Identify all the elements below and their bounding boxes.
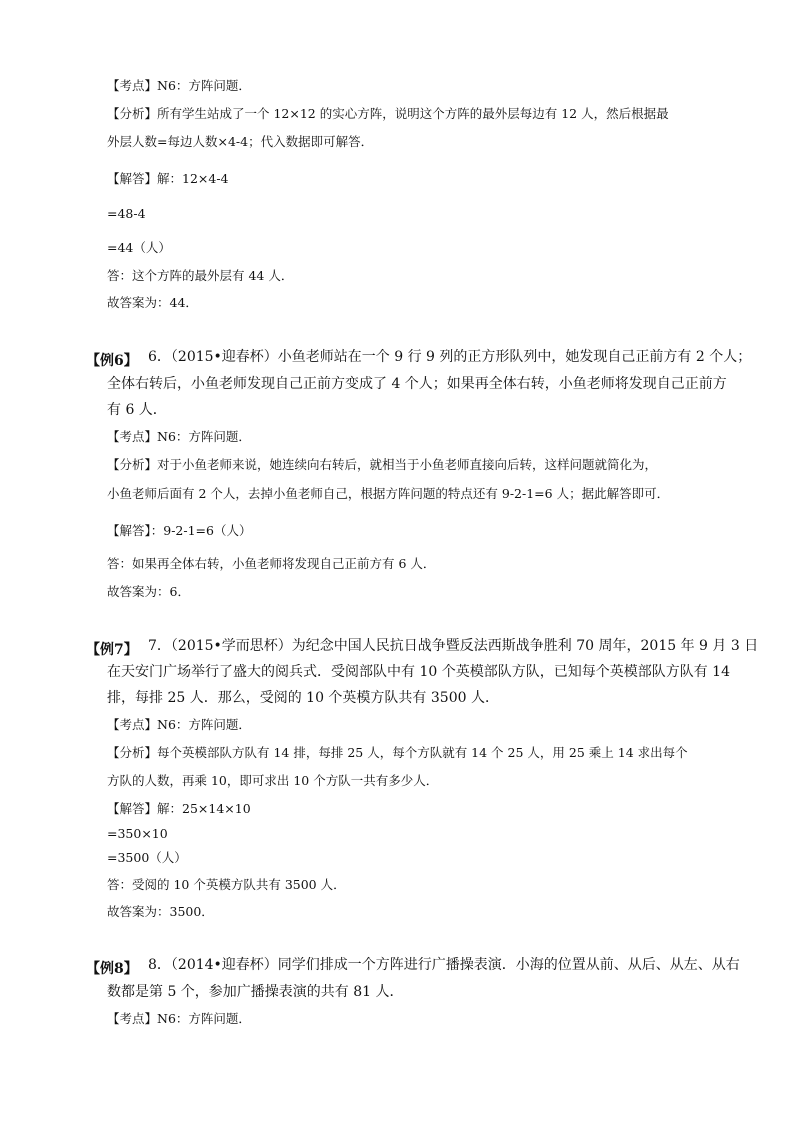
kaodian-line: 【考点】N6：方阵问题． [107, 429, 251, 444]
question-line: 数都是第 5 个，参加广播操表演的共有 81 人． [107, 984, 404, 1000]
jieda-line: =350×10 [107, 826, 168, 841]
answer-line: 答：如果再全体右转，小鱼老师将发现自己正前方有 6 人． [107, 556, 436, 571]
example-tag: 【例8】 [86, 961, 138, 977]
final-answer-line: 故答案为：3500． [107, 904, 214, 919]
example-tag: 【例6】 [86, 353, 138, 369]
kaodian-line: 【考点】N6：方阵问题． [107, 717, 251, 732]
jieda-line: =48-4 [107, 206, 146, 221]
answer-line: 答：这个方阵的最外层有 44 人． [107, 268, 294, 283]
jieda-line: 【解答】解：12×4-4 [107, 171, 229, 186]
final-answer-line: 故答案为：6． [107, 584, 190, 599]
jieda-line: =44（人） [107, 240, 171, 255]
question-line: 排，每排 25 人．那么，受阅的 10 个英模方队共有 3500 人． [107, 690, 499, 706]
jieda-line: 【解答】：9-2-1=6（人） [107, 523, 252, 538]
question-line: 6．（2015•迎春杯）小鱼老师站在一个 9 行 9 列的正方形队列中，她发现自己正前方有 2 个人； [148, 349, 752, 365]
jieda-line: 【解答】解：25×14×10 [107, 801, 251, 816]
kaodian-line: 【考点】N6：方阵问题． [107, 78, 251, 93]
question-line: 在天安门广场举行了盛大的阅兵式．受阅部队中有 10 个英模部队方队，已知每个英模部队方队有 14 [107, 664, 730, 680]
fenxi-line: 外层人数=每边人数×4-4；代入数据即可解答． [107, 134, 374, 149]
fenxi-line: 【分析】所有学生站成了一个 12×12 的实心方阵，说明这个方阵的最外层每边有 12 人，然后根据最 [107, 106, 669, 121]
question-line: 有 6 人． [107, 402, 167, 418]
fenxi-line: 【分析】对于小鱼老师来说，她连续向右转后，就相当于小鱼老师直接向后转，这样问题就简化为， [107, 457, 658, 472]
example-tag: 【例7】 [86, 642, 138, 658]
final-answer-line: 故答案为：44． [107, 295, 198, 310]
fenxi-line: 方队的人数，再乘 10，即可求出 10 个方队一共有多少人． [107, 773, 439, 788]
fenxi-line: 【分析】每个英模部队方队有 14 排，每排 25 人，每个方队就有 14 个 25 人，用 25 乘上 14 求出每个 [107, 745, 688, 760]
question-line: 全体右转后，小鱼老师发现自己正前方变成了 4 个人；如果再全体右转，小鱼老师将发现自己正前方 [107, 376, 727, 392]
question-line: 7．（2015•学而思杯）为纪念中国人民抗日战争暨反法西斯战争胜利 70 周年，2015 年 9 月 3 日 [148, 638, 759, 654]
question-line: 8．（2014•迎春杯）同学们排成一个方阵进行广播操表演．小海的位置从前、从后、从左、从右 [148, 957, 740, 973]
kaodian-line: 【考点】N6：方阵问题． [107, 1011, 251, 1026]
fenxi-line: 小鱼老师后面有 2 个人，去掉小鱼老师自己，根据方阵问题的特点还有 9-2-1=6 人；据此解答即可． [107, 486, 670, 501]
answer-line: 答：受阅的 10 个英模方队共有 3500 人． [107, 877, 346, 892]
jieda-line: =3500（人） [107, 850, 187, 865]
